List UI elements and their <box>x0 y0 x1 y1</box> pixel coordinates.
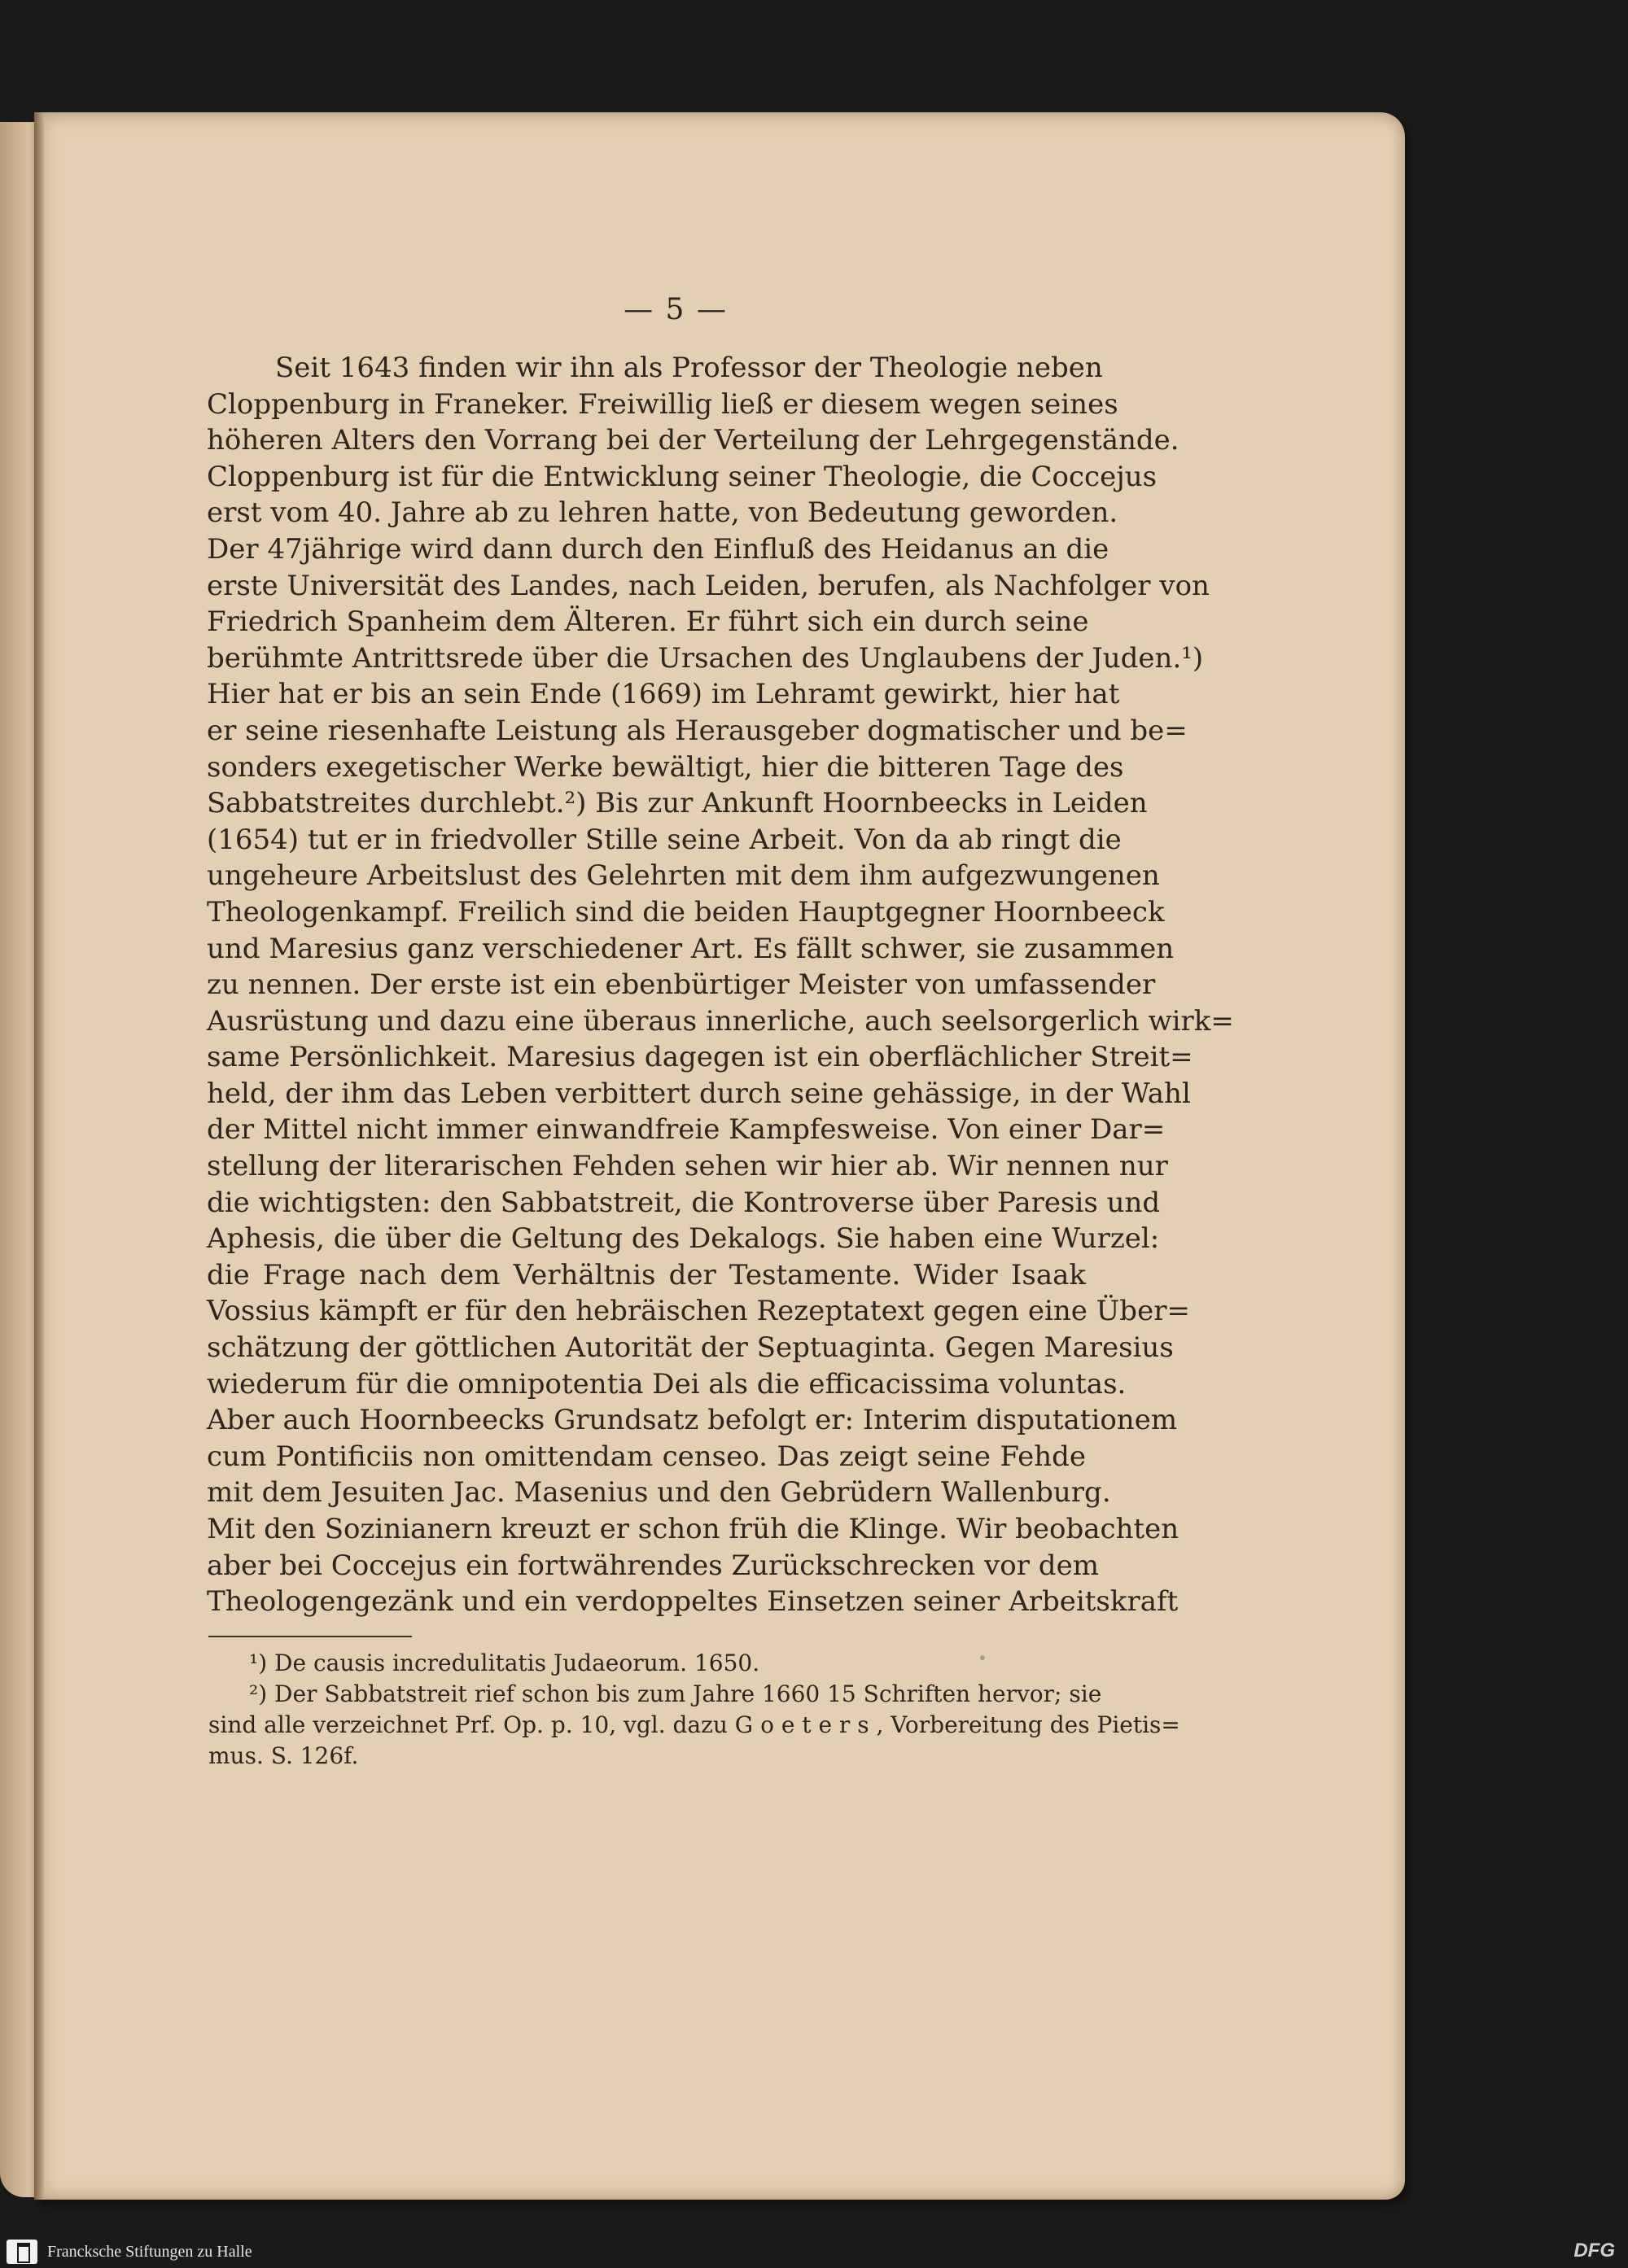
text-line: Sabbatstreites durchlebt.²) Bis zur Ankunft Hoornbeecks in Leiden <box>207 787 1148 820</box>
text-line: Seit 1643 finden wir ihn als Professor der Theologie neben <box>275 352 1103 384</box>
text-line: aber bei Coccejus ein fortwährendes Zurückschrecken vor dem <box>207 1549 1099 1582</box>
text-line: Friedrich Spanheim dem Älteren. Er führt sich ein durch seine <box>207 605 1089 639</box>
text-line: er seine riesenhafte Leistung als Herausgeber dogmatischer und be= <box>207 714 1188 747</box>
text-line: Vossius kämpft er für den hebräischen Rezeptatext gegen eine Über= <box>207 1295 1190 1328</box>
text-line: wiederum für die omnipotentia Dei als die efficacissima voluntas. <box>207 1367 1127 1401</box>
text-line: die wichtigsten: den Sabbatstreit, die Kontroverse über Paresis und <box>207 1186 1161 1219</box>
text-line: schätzung der göttlichen Autorität der Septuaginta. Gegen Maresius <box>207 1331 1174 1365</box>
page-number: — 5 — <box>624 293 728 326</box>
text-line: cum Pontificiis non omittendam censeo. Das zeigt seine Fehde <box>207 1440 1086 1473</box>
text-line: höheren Alters den Vorrang bei der Verteilung der Lehrgegenstände. <box>207 424 1179 457</box>
text-line: der Mittel nicht immer einwandfreie Kampfesweise. Von einer Dar= <box>207 1113 1166 1147</box>
institution-name: Francksche Stiftungen zu Halle <box>47 2243 252 2261</box>
text-line: ungeheure Arbeitslust des Gelehrten mit dem ihm aufgezwungenen <box>207 859 1160 893</box>
text-line: Theologengezänk und ein verdoppeltes Einsetzen seiner Arbeitskraft <box>207 1585 1179 1619</box>
text-line: zu nennen. Der erste ist ein ebenbürtiger Meister von umfassender <box>207 968 1156 1002</box>
main-text <box>207 350 1234 1620</box>
footnote-2-end: mus. S. 126f. <box>208 1742 359 1769</box>
text-line: Ausrüstung und dazu eine überaus innerliche, auch seelsorgerlich wirk= <box>207 1004 1234 1038</box>
text-line: Mit den Sozinianern kreuzt er schon früh die Klinge. Wir beobachten <box>207 1513 1179 1545</box>
text-line: die Frage nach dem Verhältnis der Testamente. Wider Isaak <box>207 1258 1086 1291</box>
text-line: held, der ihm das Leben verbittert durch seine gehässige, in der Wahl <box>207 1077 1191 1110</box>
text-line: same Persönlichkeit. Maresius dagegen ist ein oberflächlicher Streit= <box>207 1041 1193 1074</box>
text-line: Theologenkampf. Freilich sind die beiden Hauptgegner Hoornbeeck <box>207 895 1165 929</box>
footnotes <box>208 1648 1180 1772</box>
text-line: Cloppenburg ist für die Entwicklung seiner Theologie, die Coccejus <box>207 460 1158 493</box>
text-line: Cloppenburg in Franeker. Freiwillig ließ er diesem wegen seines <box>207 387 1118 421</box>
text-line: Der 47jährige wird dann durch den Einfluß des Heidanus an die <box>207 532 1109 566</box>
text-line: berühmte Antrittsrede über die Ursachen des Unglaubens der Juden.¹) <box>207 641 1204 675</box>
dfg-logo: DFG <box>1573 2240 1615 2261</box>
text-line: stellung der literarischen Fehden sehen wir hier ab. Wir nennen nur <box>207 1150 1168 1183</box>
text-line: (1654) tut er in friedvoller Stille seine Arbeit. Von da ab ringt die <box>207 823 1122 856</box>
paper-speck <box>980 1655 985 1660</box>
footnote-rule <box>208 1636 412 1637</box>
text-line: sonders exegetischer Werke bewältigt, hier die bitteren Tage des <box>207 750 1124 784</box>
institution-logo-icon <box>7 2240 37 2264</box>
text-line: erste Universität des Landes, nach Leiden, berufen, als Nachfolger von <box>207 569 1210 602</box>
footnote-2: ²) Der Sabbatstreit rief schon bis zum Jahre 1660 15 Schriften hervor; sie <box>249 1680 1102 1707</box>
footnote-1: ¹) De causis incredulitatis Judaeorum. 1650. <box>249 1650 760 1676</box>
text-line: Aphesis, die über die Geltung des Dekalogs. Sie haben eine Wurzel: <box>207 1222 1160 1256</box>
footnote-2-cont: sind alle verzeichnet Prf. Op. p. 10, vgl. dazu G o e t e r s , Vorbereitung des Pietis= <box>208 1711 1180 1738</box>
text-line: erst vom 40. Jahre ab zu lehren hatte, von Bedeutung geworden. <box>207 496 1118 530</box>
text-line: Hier hat er bis an sein Ende (1669) im Lehramt gewirkt, hier hat <box>207 678 1120 711</box>
text-line: und Maresius ganz verschiedener Art. Es fällt schwer, sie zusammen <box>207 932 1175 965</box>
text-line: Aber auch Hoornbeecks Grundsatz befolgt er: Interim disputationem <box>207 1404 1178 1437</box>
text-line: mit dem Jesuiten Jac. Masenius und den Gebrüdern Wallenburg. <box>207 1476 1111 1510</box>
page-gutter <box>34 112 44 2200</box>
